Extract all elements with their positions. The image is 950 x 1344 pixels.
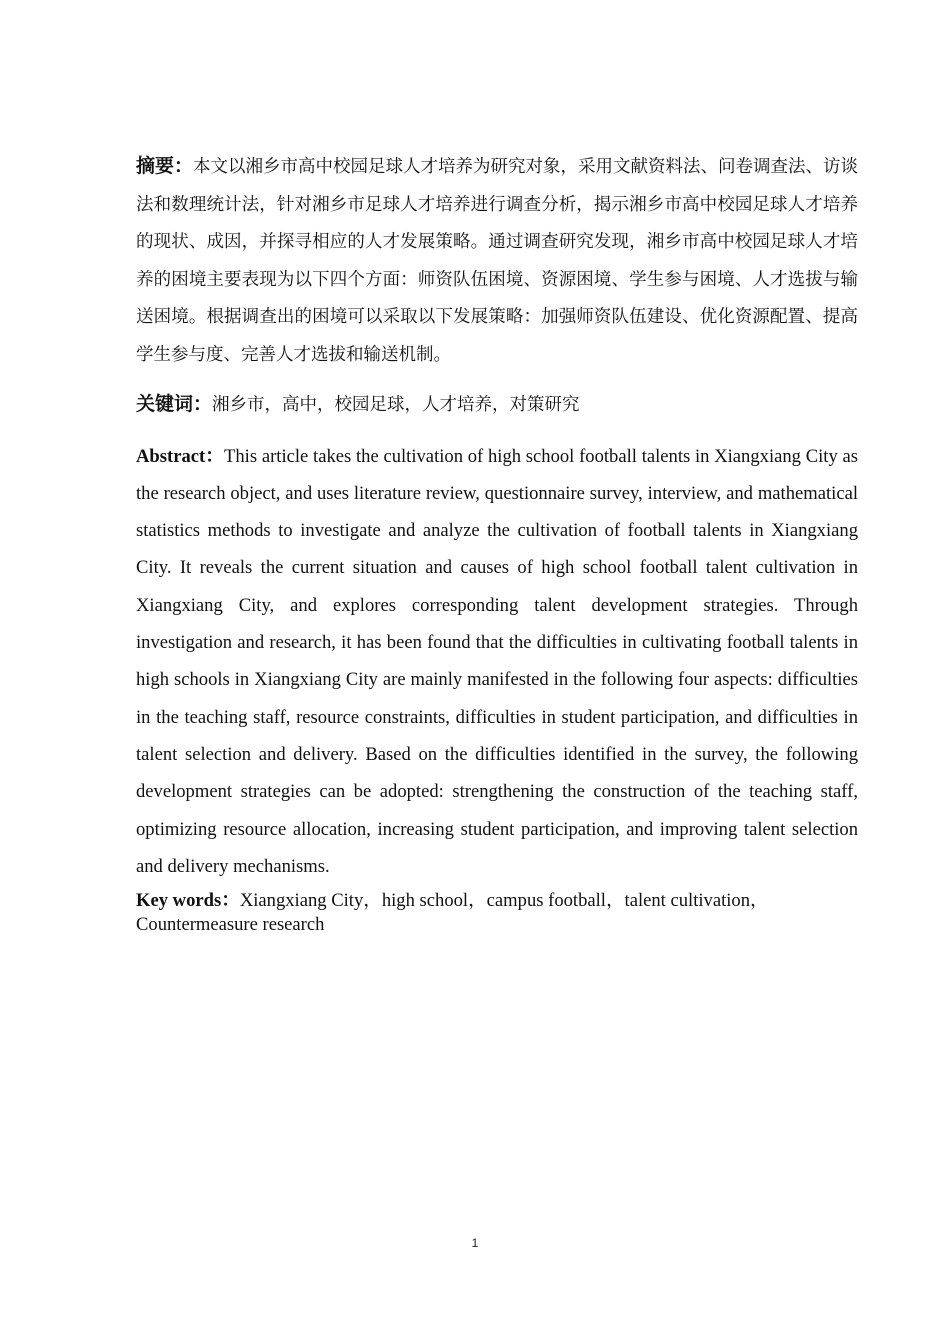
page-number: 1 — [471, 1236, 479, 1250]
chinese-abstract — [136, 148, 858, 375]
chinese-keywords — [136, 387, 858, 422]
chinese-keywords-text: 湘乡市，高中，校园足球，人才培养，对策研究 — [212, 394, 580, 415]
english-keywords — [136, 889, 858, 937]
chinese-abstract-text: 本文以湘乡市高中校园足球人才培养为研究对象，采用文献资料法、问卷调查法、访谈法和数理统计法，针对湘乡市足球人才培养进行调查分析，揭示湘乡市高中校园足球人才培养的现状、成因，并探寻相应的人才发展策略。通过调查研究发现，湘乡市高中校园足球人才培养的困境主要表现为以下四个方面：师资队伍困境、资源困境、学生参与困境、人才选拔与输送困境。根据调查出的困境可以采取以下发展策略：加强师资队伍建设、优化资源配置、提高学生参与度、完善人才选拔和输送机制。 — [136, 157, 859, 365]
chinese-keywords-label: 关键词： — [136, 392, 213, 415]
abstract-section — [136, 148, 858, 937]
english-keywords-text: Xiangxiang City，high school，campus football，talent cultivation，Countermeasure research — [136, 890, 769, 936]
english-keywords-label: Key words： — [136, 890, 240, 912]
english-abstract-text: This article takes the cultivation of high school football talents in Xiangxiang City as the research object, and uses literature review, questionnaire survey, interview, and mathematical statistics methods to investigate and analyze the cultivation of football talents in Xiangxiang City. It reveals the current situation and causes of high school football talent cultivation in Xiangxiang City, and explores corresponding talent development strategies. Through investigation and research, it has been found that the difficulties in cultivating football talents in high schools in Xiangxiang City are mainly manifested in the following four aspects: difficulties in the teaching staff, resource constraints, difficulties in student participation, and difficulties in talent selection and delivery. Based on the difficulties identified in the survey, the following development strategies can be adopted: strengthening the construction of the teaching staff, optimizing resource allocation, increasing student participation, and improving talent selection and delivery mechanisms. — [136, 445, 858, 877]
english-abstract-label: Abstract： — [136, 445, 225, 467]
english-abstract — [136, 438, 858, 886]
chinese-abstract-label: 摘要： — [136, 155, 194, 177]
